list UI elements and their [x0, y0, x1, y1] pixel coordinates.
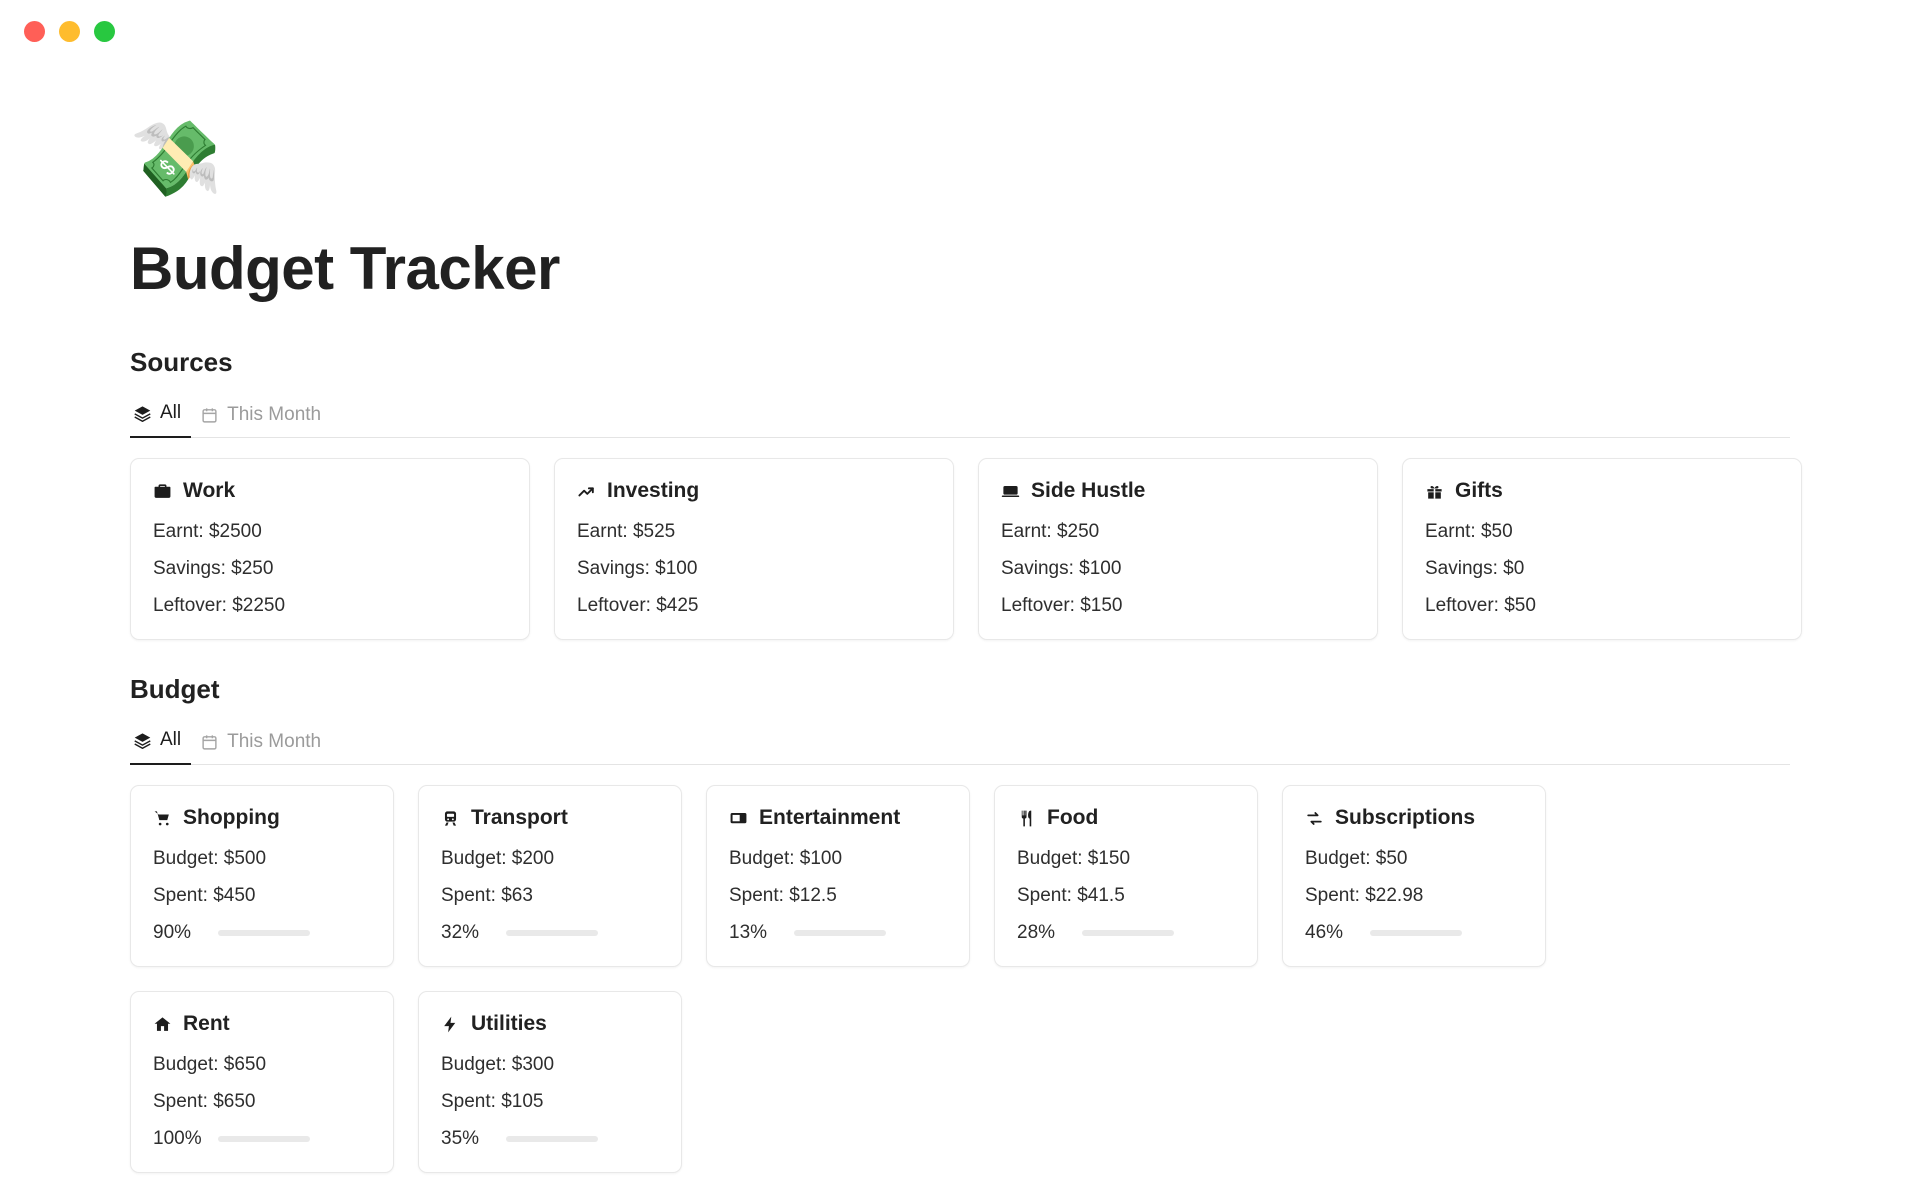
source-card-work[interactable] — [130, 458, 530, 640]
tab-sources-this-month[interactable] — [197, 398, 331, 438]
budget-progress-track — [506, 930, 598, 936]
budget-progress — [729, 922, 947, 944]
source-card-header — [1001, 479, 1355, 503]
budget-progress — [153, 1128, 371, 1150]
source-savings: Savings: $0 — [1425, 558, 1525, 579]
budget-card-list — [130, 785, 1805, 1173]
budget-card-rent[interactable] — [130, 991, 394, 1173]
source-card-header — [577, 479, 931, 503]
budget-amount: Budget: $650 — [153, 1054, 267, 1075]
budget-amount: Budget: $50 — [1305, 848, 1408, 869]
source-savings: Savings: $100 — [577, 558, 698, 579]
source-savings: Savings: $100 — [1001, 558, 1122, 579]
budget-card-entertainment[interactable] — [706, 785, 970, 967]
budget-progress-track — [1370, 930, 1462, 936]
budget-card-title: Food — [1047, 806, 1099, 829]
layers-icon — [134, 405, 151, 422]
tab-budget-this-month-label: This Month — [227, 731, 322, 752]
budget-amount: Budget: $300 — [441, 1054, 555, 1075]
source-leftover: Leftover: $50 — [1425, 595, 1536, 616]
tab-budget-this-month[interactable] — [197, 725, 331, 765]
source-earnt: Earnt: $50 — [1425, 521, 1513, 542]
budget-card-header — [441, 806, 659, 830]
source-leftover: Leftover: $425 — [577, 595, 699, 616]
budget-progress — [1017, 922, 1235, 944]
budget-card-title: Rent — [183, 1012, 230, 1035]
budget-progress-label: 100% — [153, 1128, 202, 1149]
budget-progress-label: 35% — [441, 1128, 480, 1149]
budget-progress-label: 28% — [1017, 922, 1056, 943]
budget-progress-track — [218, 1136, 310, 1142]
budget-card-header — [153, 1012, 371, 1036]
source-earnt: Earnt: $525 — [577, 521, 676, 542]
sources-tabs — [130, 396, 1790, 438]
budget-card-header — [441, 1012, 659, 1036]
cutlery-icon — [1017, 809, 1036, 828]
gift-icon — [1425, 482, 1444, 501]
calendar-icon — [201, 734, 218, 751]
budget-card-transport[interactable] — [418, 785, 682, 967]
budget-amount: Budget: $200 — [441, 848, 555, 869]
tab-budget-all[interactable] — [130, 723, 191, 765]
source-card-investing[interactable] — [554, 458, 954, 640]
spent-amount: Spent: $450 — [153, 885, 256, 906]
window-titlebar — [0, 0, 1920, 62]
budget-progress-label: 32% — [441, 922, 480, 943]
spent-amount: Spent: $105 — [441, 1091, 544, 1112]
budget-card-title: Shopping — [183, 806, 280, 829]
source-savings: Savings: $250 — [153, 558, 274, 579]
tab-sources-this-month-label: This Month — [227, 404, 322, 425]
source-card-header — [1425, 479, 1779, 503]
page-title: Budget Tracker — [130, 235, 560, 302]
tv-icon — [729, 809, 748, 828]
bolt-icon — [441, 1015, 460, 1034]
source-card-gifts[interactable] — [1402, 458, 1802, 640]
source-card-title: Side Hustle — [1031, 479, 1146, 502]
budget-progress-track — [794, 930, 886, 936]
laptop-icon — [1001, 482, 1020, 501]
tab-budget-all-label: All — [160, 729, 182, 750]
tab-sources-all[interactable] — [130, 396, 191, 438]
budget-card-title: Utilities — [471, 1012, 547, 1035]
budget-progress-track — [218, 930, 310, 936]
home-icon — [153, 1015, 172, 1034]
budget-progress — [153, 922, 371, 944]
traffic-light-controls — [24, 21, 115, 42]
train-icon — [441, 809, 460, 828]
close-window-button[interactable] — [24, 21, 45, 42]
source-leftover: Leftover: $150 — [1001, 595, 1123, 616]
tab-sources-all-label: All — [160, 402, 182, 423]
budget-card-subscriptions[interactable] — [1282, 785, 1546, 967]
page-content — [0, 62, 1920, 1173]
budget-progress-track — [506, 1136, 598, 1142]
spent-amount: Spent: $63 — [441, 885, 533, 906]
budget-progress — [1305, 922, 1523, 944]
budget-progress-label: 13% — [729, 922, 768, 943]
source-card-title: Gifts — [1455, 479, 1503, 502]
source-leftover: Leftover: $2250 — [153, 595, 286, 616]
budget-card-utilities[interactable] — [418, 991, 682, 1173]
budget-card-header — [729, 806, 947, 830]
budget-amount: Budget: $150 — [1017, 848, 1131, 869]
source-card-title: Work — [183, 479, 236, 502]
budget-card-shopping[interactable] — [130, 785, 394, 967]
spent-amount: Spent: $41.5 — [1017, 885, 1125, 906]
budget-amount: Budget: $500 — [153, 848, 267, 869]
spent-amount: Spent: $650 — [153, 1091, 256, 1112]
spent-amount: Spent: $22.98 — [1305, 885, 1424, 906]
budget-card-header — [153, 806, 371, 830]
repeat-icon — [1305, 809, 1324, 828]
budget-progress-track — [1082, 930, 1174, 936]
budget-progress — [441, 1128, 659, 1150]
source-card-side-hustle[interactable] — [978, 458, 1378, 640]
budget-card-header — [1017, 806, 1235, 830]
budget-progress — [441, 922, 659, 944]
source-earnt: Earnt: $250 — [1001, 521, 1100, 542]
spent-amount: Spent: $12.5 — [729, 885, 837, 906]
budget-card-header — [1305, 806, 1523, 830]
layers-icon — [134, 732, 151, 749]
source-card-header — [153, 479, 507, 503]
budget-card-title: Subscriptions — [1335, 806, 1476, 829]
briefcase-icon — [153, 482, 172, 501]
trending-up-icon — [577, 482, 596, 501]
budget-section-title: Budget — [130, 674, 220, 704]
budget-progress-label: 46% — [1305, 922, 1344, 943]
budget-tabs — [130, 723, 1790, 765]
budget-card-food[interactable] — [994, 785, 1258, 967]
source-earnt: Earnt: $2500 — [153, 521, 262, 542]
source-card-title: Investing — [607, 479, 700, 502]
cart-icon — [153, 809, 172, 828]
calendar-icon — [201, 407, 218, 424]
maximize-window-button[interactable] — [94, 21, 115, 42]
budget-card-title: Entertainment — [759, 806, 901, 829]
budget-amount: Budget: $100 — [729, 848, 843, 869]
budget-card-title: Transport — [471, 806, 568, 829]
sources-section-title: Sources — [130, 347, 233, 377]
budget-progress-label: 90% — [153, 922, 192, 943]
money-with-wings-icon: 💸 — [130, 117, 223, 200]
sources-card-list — [130, 458, 1805, 640]
minimize-window-button[interactable] — [59, 21, 80, 42]
